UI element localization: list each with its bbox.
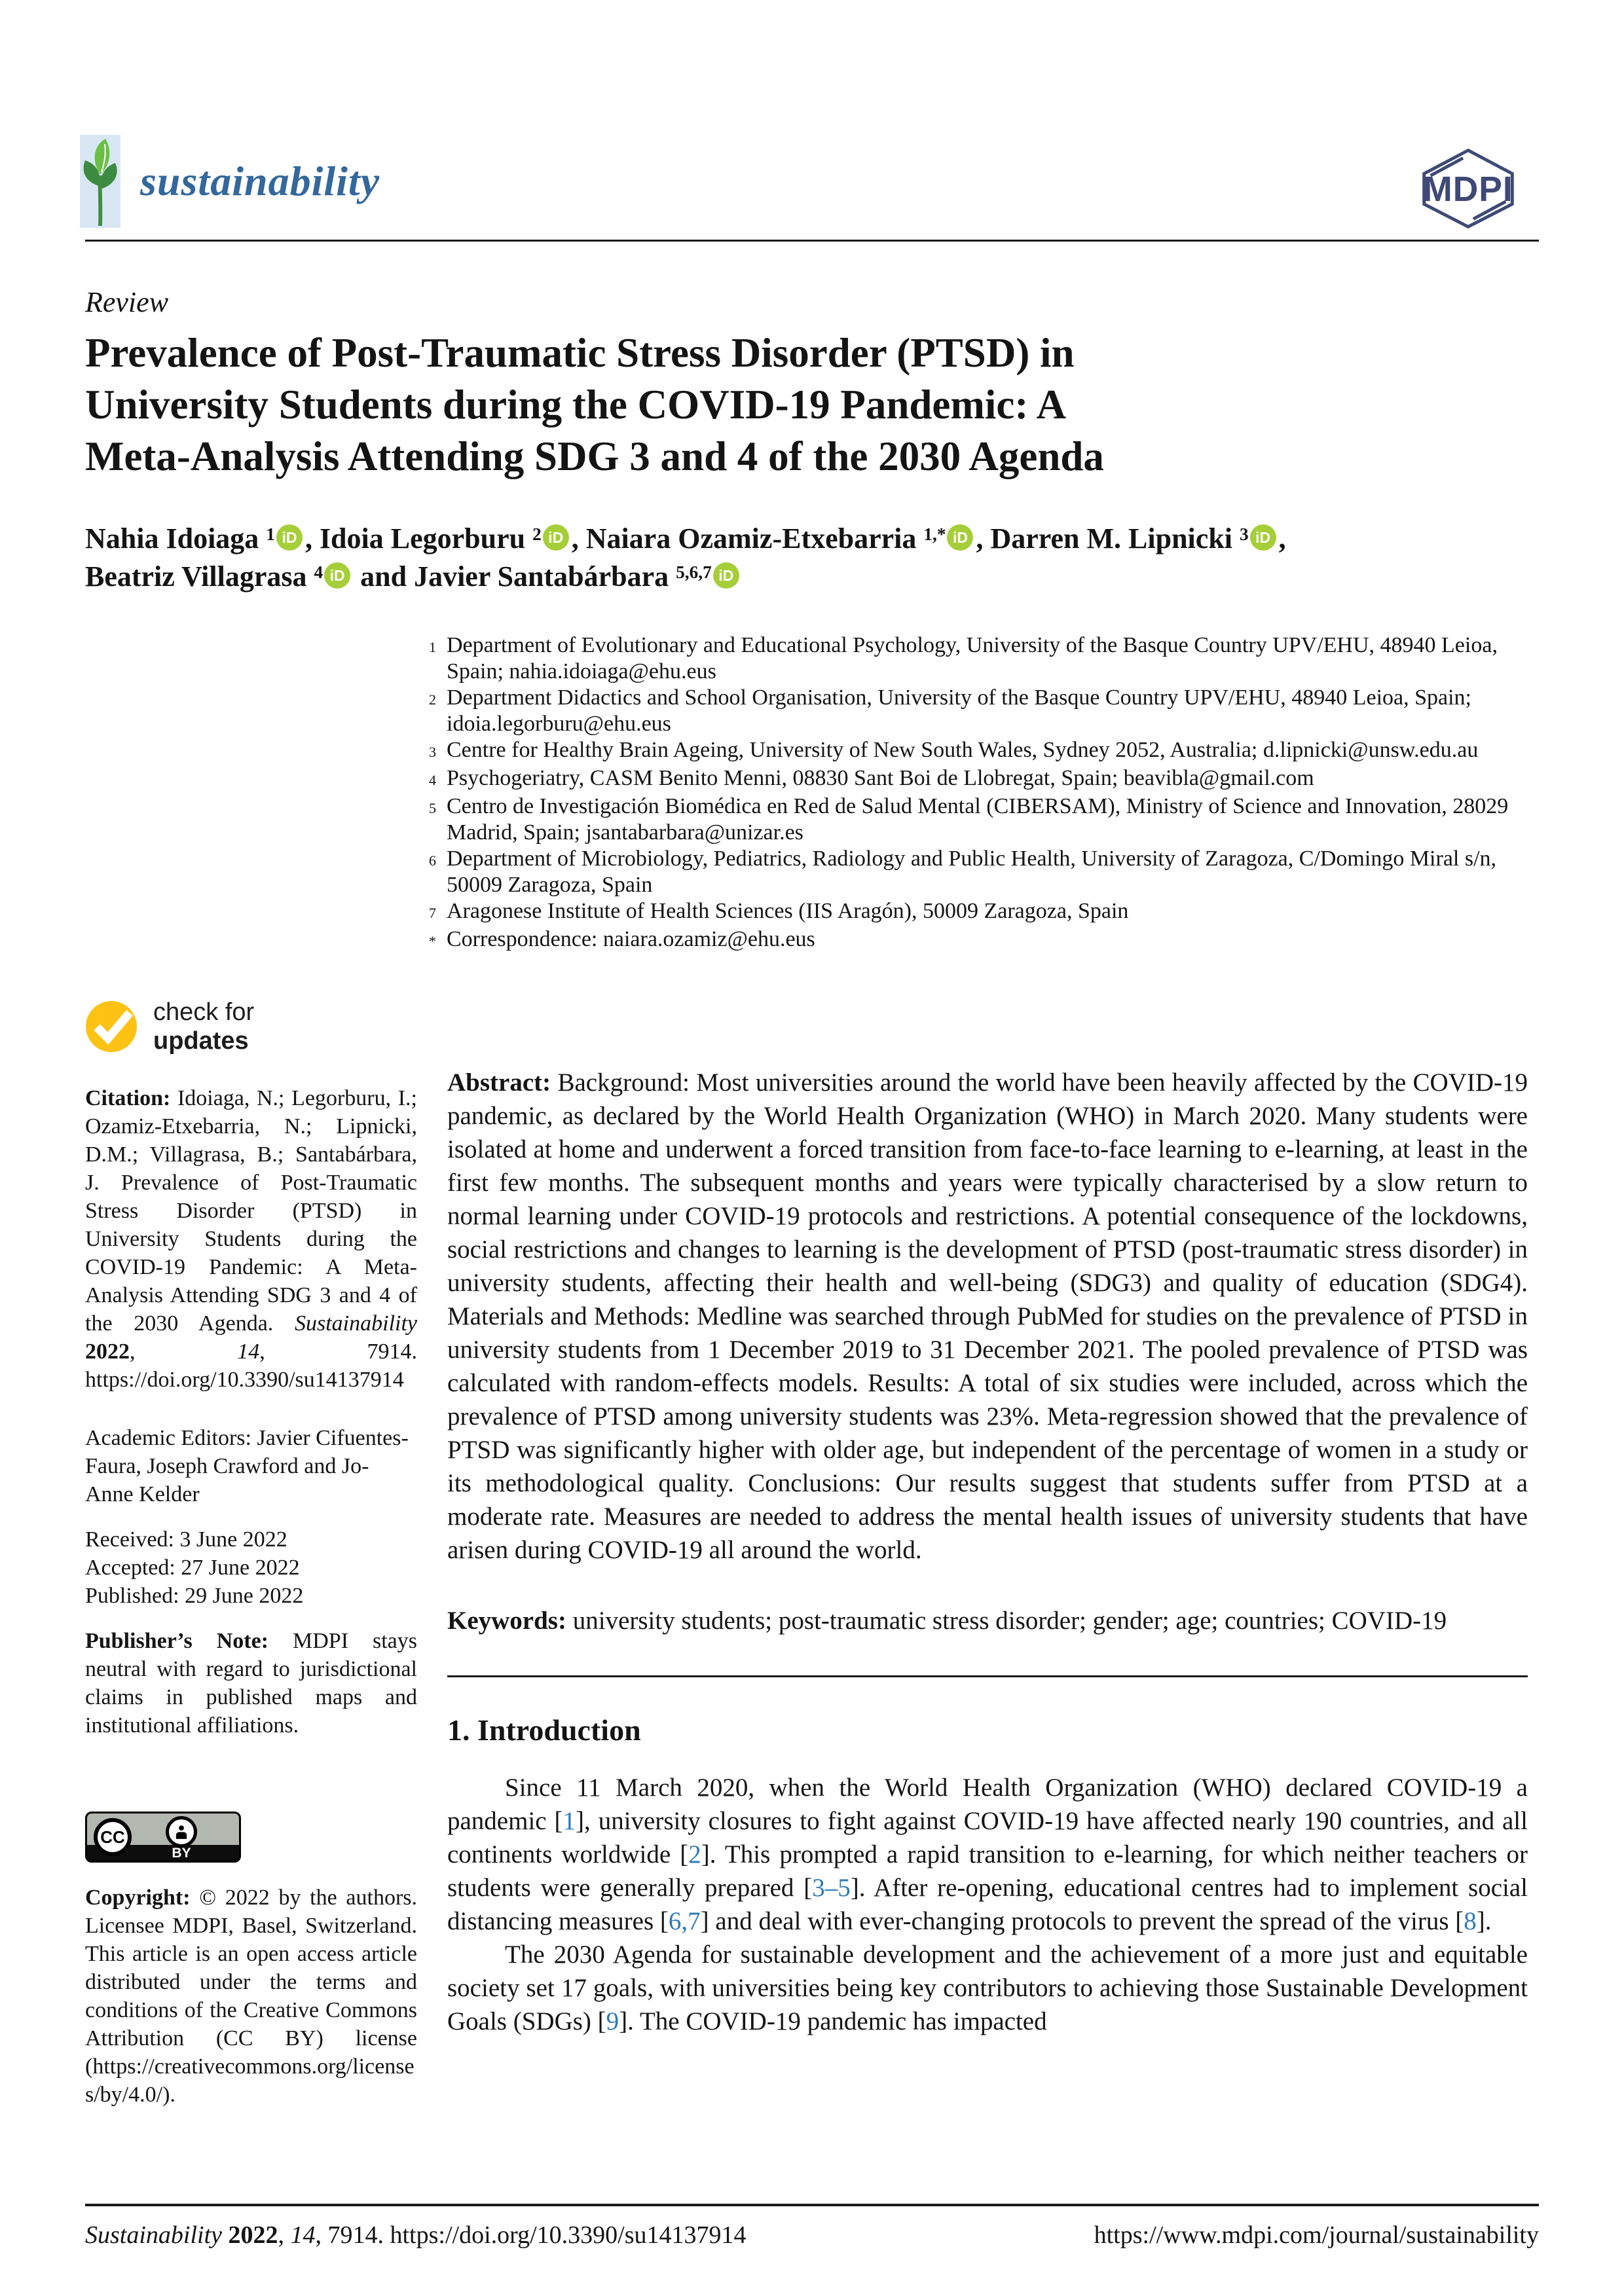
orcid-icon[interactable]: iD xyxy=(947,524,973,551)
cc-by-license-badge[interactable] xyxy=(85,1812,241,1863)
citation-text: Idoiaga, N.; Legorburu, I.; Ozamiz-Etxebarria, N.; Lipnicki, D.M.; Villagrasa, B.; Santabárbara, J. Prevalence of Post-Traumatic Stress Disorder (PTSD) in University Students during the COVID-19 Pandemic: A Meta-Analysis Attending SDG 3 and 4 of the 2030 Agenda. Sustainability 2022, 14, 7914. https://doi.org/10.3390/su14137914 xyxy=(85,1086,417,1392)
copyright-label: Copyright: xyxy=(85,1886,191,1910)
affiliation-number: 1 xyxy=(429,639,436,655)
sidebar xyxy=(85,998,417,2109)
citation-ref[interactable]: 2 xyxy=(688,1840,701,1868)
article-type: Review xyxy=(85,286,169,318)
journal-logo[interactable] xyxy=(80,135,380,228)
affiliation-number: * xyxy=(429,933,436,949)
article-title: Prevalence of Post-Traumatic Stress Disorder (PTSD) in University Students during the COVID-19 Pandemic: A Meta-Analysis Attending SDG 3 and 4 of the 2030 Agenda xyxy=(85,330,1104,479)
citation-ref[interactable]: 8 xyxy=(1464,1907,1477,1935)
citation-label: Citation: xyxy=(85,1086,171,1110)
copyright-text: © 2022 by the authors. Licensee MDPI, Basel, Switzerland. This article is an open access article distributed under the terms and conditions of the Creative Commons Attribution (CC BY) license (https://creativecommons.org/licenses/by/4.0/). xyxy=(85,1886,418,2107)
footer-citation: Sustainability 2022, 14, 7914. https://doi.org/10.3390/su14137914 xyxy=(85,2221,747,2249)
affiliation-row xyxy=(402,926,1541,955)
mdpi-logo-text: MDPI xyxy=(1423,170,1513,209)
check-for-updates-badge[interactable] xyxy=(85,998,417,1055)
citation-ref[interactable]: 3–5 xyxy=(812,1874,851,1902)
abstract-text: Background: Most universities around the world have been heavily affected by the COVID-19 pandemic, as declared by the World Health Organization (WHO) in March 2020. Many students were isolated at home and underwent a forced transition from face-to-face learning to e-learning, at least in the first few months. The subsequent months and years were typically characterised by a slow return to normal learning under COVID-19 protocols and restrictions. A potential consequence of the lockdowns, social restrictions and changes to learning is the development of PTSD (post-traumatic stress disorder) in university students, affecting their health and well-being (SDG3) and quality of education (SDG4). Materials and Methods: Medline was searched through PubMed for studies on the prevalence of PTSD in university students from 1 December 2019 to 31 December 2021. The pooled prevalence of PTSD was calculated with random-effects models. Results: A total of six studies were included, across which the prevalence of PTSD among university students was 23%. Meta-regression showed that the prevalence of PTSD was significantly higher with older age, but independent of the percentage of women in a study or its methodological quality. Conclusions: Our results suggest that students suffer from PTSD at a moderate rate. Measures are needed to address the mental health issues of university students that have arisen during COVID-19 all around the world. xyxy=(447,1068,1528,1564)
affiliation-text: Psychogeriatry, CASM Benito Menni, 08830 Sant Boi de Llobregat, Spain; beavibla@gmail.com xyxy=(447,766,1314,790)
cc-by-label: BY xyxy=(172,1846,191,1861)
publisher-note-text: MDPI stays neutral with regard to jurisdictional claims in published maps and institutional affiliations. xyxy=(85,1629,418,1738)
affiliation-row xyxy=(402,737,1541,765)
affiliation-text: Centro de Investigación Biomédica en Red de Salud Mental (CIBERSAM), Ministry of Science and Innovation, 28029 Madrid, Spain; jsantabarbara@unizar.es xyxy=(447,794,1509,845)
footer xyxy=(85,2221,1539,2250)
intro-paragraph-2: The 2030 Agenda for sustainable development and the achievement of a more just and equitable society set 17 goals, with universities being key contributors to achieving those Sustainable Development Goals (SDGs) [9]. The COVID-19 pandemic has impacted xyxy=(447,1941,1528,2035)
affiliations-list xyxy=(402,632,1541,955)
affiliation-row xyxy=(402,765,1541,793)
affiliation-row xyxy=(402,793,1541,846)
citation-ref[interactable]: 1 xyxy=(563,1807,576,1835)
orcid-icon[interactable]: iD xyxy=(324,562,350,589)
person-icon xyxy=(166,1816,197,1848)
affiliation-text: Correspondence: naiara.ozamiz@ehu.eus xyxy=(447,927,815,951)
affiliation-text: Aragonese Institute of Health Sciences (IIS Aragón), 50009 Zaragoza, Spain xyxy=(447,899,1129,923)
orcid-icon[interactable]: iD xyxy=(1250,524,1276,551)
journal-logo-plant-icon xyxy=(80,135,120,228)
citation-ref[interactable]: 6,7 xyxy=(668,1907,701,1935)
check-icon xyxy=(85,1000,139,1053)
keywords-text: university students; post-traumatic stress disorder; gender; age; countries; COVID-19 xyxy=(572,1607,1447,1635)
header-rule xyxy=(85,240,1539,242)
orcid-icon[interactable]: iD xyxy=(713,562,739,589)
mdpi-logo[interactable] xyxy=(1407,147,1530,230)
intro-paragraph-1: Since 11 March 2020, when the World Health Organization (WHO) declared COVID-19 a pandemic [1], university closures to fight against COVID-19 have affected nearly 190 countries, and all continents worldwide [2]. This prompted a rapid transition to e-learning, for which neither teachers or students were generally prepared [3–5]. After re-opening, educational centres had to implement social distancing measures [6,7] and deal with ever-changing protocols to prevent the spread of the virus [8]. xyxy=(447,1774,1528,1935)
affiliation-row xyxy=(402,846,1541,898)
affiliation-text: Centre for Healthy Brain Ageing, University of New South Wales, Sydney 2052, Australia; d.lipnicki@unsw.edu.au xyxy=(447,738,1479,762)
affiliation-row xyxy=(402,685,1541,737)
keywords-rule xyxy=(447,1675,1528,1677)
keywords xyxy=(447,1604,1528,1637)
citation-ref[interactable]: 9 xyxy=(606,2007,619,2035)
check-for-updates-label: check for updates xyxy=(153,998,255,1055)
orcid-icon[interactable]: iD xyxy=(276,524,303,551)
publisher-note-label: Publisher’s Note: xyxy=(85,1629,268,1653)
date-line: Received: 3 June 2022 xyxy=(85,1527,287,1552)
affiliation-number: 7 xyxy=(429,905,436,921)
affiliation-number: 6 xyxy=(429,852,436,869)
footer-journal-url[interactable]: https://www.mdpi.com/journal/sustainability xyxy=(1094,2221,1539,2249)
affiliation-number: 4 xyxy=(429,772,436,788)
footer-rule xyxy=(85,2204,1539,2206)
cc-icon: CC xyxy=(94,1818,132,1856)
affiliation-text: Department of Evolutionary and Educational Psychology, University of the Basque Country UPV/EHU, 48940 Leioa, Spain; nahia.idoiaga@ehu.eus xyxy=(447,633,1498,683)
affiliation-number: 5 xyxy=(429,800,436,816)
affiliation-row xyxy=(402,898,1541,926)
citation-block xyxy=(85,1084,417,1394)
authors-line: Nahia Idoiaga $^1$ iD , Idoia Legorburu $^2$ iD , Naiara Ozamiz-Etxebarria $^{1,*}$ iD , Darren M. Lipnicki $^3$ iD , Beatriz Villagrasa $^4$ iD and Javier Santabárbara $^{5,6,7}$ iD xyxy=(85,522,1286,592)
affiliation-text: Department of Microbiology, Pediatrics, Radiology and Public Health, University of Zaragoza, C/Domingo Miral s/n, 50009 Zaragoza, Spain xyxy=(447,847,1497,897)
affiliation-number: 2 xyxy=(429,691,436,708)
affiliation-row xyxy=(402,632,1541,685)
dates-block xyxy=(85,1525,417,1610)
abstract xyxy=(447,1066,1528,1567)
main-column xyxy=(447,1066,1528,2038)
orcid-icon[interactable]: iD xyxy=(543,524,569,551)
section-heading-introduction: 1. Introduction xyxy=(447,1713,641,1747)
journal-logo-text: sustainability xyxy=(140,158,380,204)
publisher-note xyxy=(85,1627,417,1740)
affiliation-number: 3 xyxy=(429,744,436,760)
date-line: Accepted: 27 June 2022 xyxy=(85,1556,300,1580)
date-line: Published: 29 June 2022 xyxy=(85,1584,304,1608)
abstract-label: Abstract: xyxy=(447,1068,551,1097)
affiliation-text: Department Didactics and School Organisation, University of the Basque Country UPV/EHU, 48940 Leioa, Spain; idoia.legorburu@ehu.eus xyxy=(447,685,1471,736)
academic-editors: Academic Editors: Javier Cifuentes-Faura, Joseph Crawford and Jo-Anne Kelder xyxy=(85,1426,409,1506)
copyright-block xyxy=(85,1884,417,2109)
keywords-label: Keywords: xyxy=(447,1607,566,1635)
